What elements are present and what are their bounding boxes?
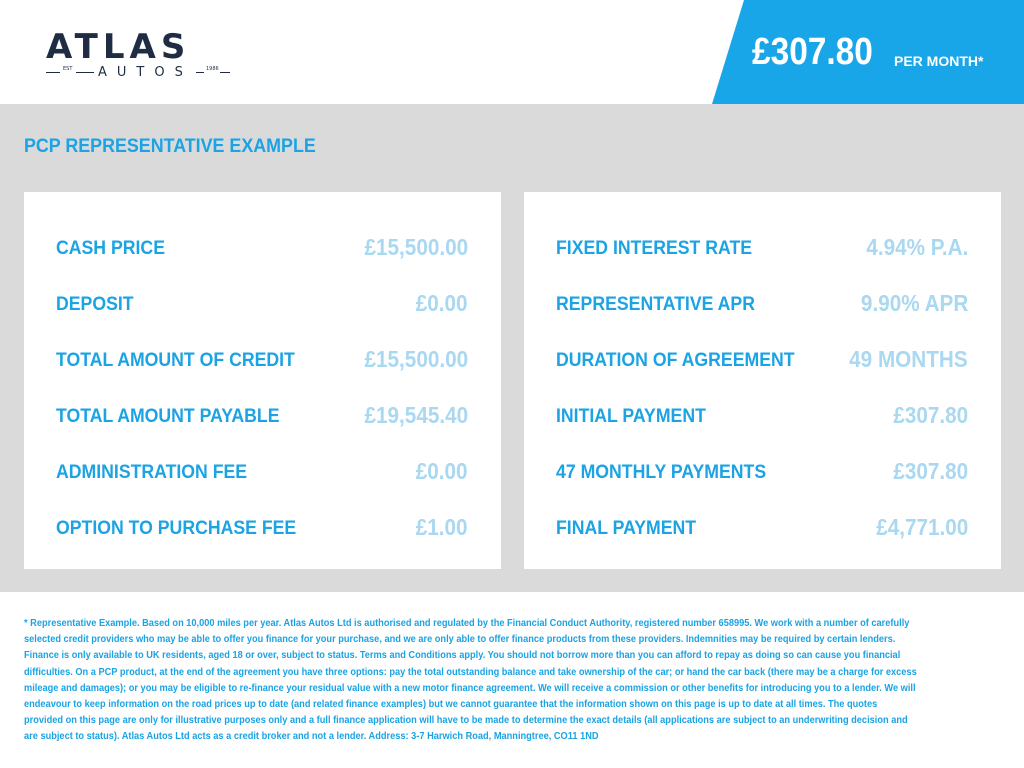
logo-rule-right — [220, 72, 230, 73]
finance-row-monthly-payments — [524, 452, 1001, 492]
finance-row-total-payable — [24, 396, 501, 436]
finance-row-label: DURATION OF AGREEMENT — [556, 350, 795, 371]
logo-est-label: EST — [63, 66, 73, 72]
finance-row-duration — [524, 340, 1001, 380]
finance-row-total-credit — [24, 340, 501, 380]
finance-row-option-fee — [24, 508, 501, 548]
finance-row-admin-fee — [24, 452, 501, 492]
finance-row-value: £0.00 — [416, 290, 468, 316]
finance-row-label: FIXED INTEREST RATE — [556, 238, 753, 259]
logo-rule-left — [46, 72, 60, 73]
finance-details-card-left — [24, 192, 501, 569]
logo-subtitle — [46, 66, 230, 80]
finance-row-value: £19,545.40 — [364, 402, 468, 428]
finance-row-label: 47 MONTHLY PAYMENTS — [556, 462, 767, 483]
finance-row-label: ADMINISTRATION FEE — [56, 462, 248, 483]
finance-row-label: TOTAL AMOUNT OF CREDIT — [56, 350, 295, 371]
finance-row-value: £1.00 — [416, 514, 468, 540]
finance-row-initial-payment — [524, 396, 1001, 436]
finance-row-value: 4.94% P.A. — [865, 234, 968, 260]
finance-row-final-payment — [524, 508, 1001, 548]
finance-row-label: OPTION TO PURCHASE FEE — [56, 518, 297, 539]
finance-row-label: REPRESENTATIVE APR — [556, 294, 755, 315]
finance-row-value: 49 MONTHS — [849, 346, 968, 372]
finance-row-label: DEPOSIT — [56, 294, 134, 315]
logo-rule-mid-right — [196, 72, 204, 73]
finance-row-apr — [524, 284, 1001, 324]
finance-row-value: £15,500.00 — [364, 234, 468, 260]
logo-autos-text: AUTOS — [98, 65, 193, 80]
logo-rule-mid-left — [76, 72, 94, 73]
finance-row-interest-rate — [524, 228, 1001, 268]
logo-wordmark: ATLAS — [46, 27, 191, 67]
finance-details-card-right — [524, 192, 1001, 569]
finance-row-label: INITIAL PAYMENT — [556, 406, 706, 427]
finance-row-value: £0.00 — [416, 458, 468, 484]
finance-row-label: TOTAL AMOUNT PAYABLE — [56, 406, 280, 427]
finance-row-label: CASH PRICE — [56, 238, 165, 259]
finance-row-value: 9.90% APR — [860, 290, 968, 316]
finance-disclaimer: * Representative Example. Based on 10,000 miles per year. Atlas Autos Ltd is authorised and regulated by the Financial Conduct Authority, registered number 658995. We work with a number of carefully selected credit providers who may be able to offer you finance for your purchase, and we are only able to offer finance products from these providers. Indemnities may be required by certain lenders. Finance is only available to UK residents, aged 18 or over, subject to status. Terms and Conditions apply. You should not borrow more than you can afford to repay as doing so can cause you financial difficulties. On a PCP product, at the end of the agreement you have three options: pay the total outstanding balance and take ownership of the car; or hand the car back (there may be a charge for excess mileage and damages); or you may be eligible to re-finance your residual value with a new motor finance agreement. We will receive a commission or other benefits for introducing you to a lender. We will endeavour to keep information on the road prices up to date (and related finance examples) but we cannot guarantee that the information shown on this page is up to date at all times. The quotes provided on this page are only for illustrative purposes only and a full finance application will have to be made to determine the exact details (all applications are subject to an underwriting decision and are subject to status). Atlas Autos Ltd acts as a credit broker and not a lender. Address: 3-7 Harwich Road, Manningtree, CO11 1ND — [24, 617, 917, 743]
finance-row-value: £4,771.00 — [875, 514, 968, 540]
section-title: PCP REPRESENTATIVE EXAMPLE — [24, 136, 316, 157]
monthly-price-amount: £307.80 — [752, 31, 873, 73]
finance-row-value: £307.80 — [893, 458, 968, 484]
logo-est-year: 1986 — [206, 66, 219, 72]
finance-row-cash-price — [24, 228, 501, 268]
finance-row-value: £15,500.00 — [364, 346, 468, 372]
finance-row-label: FINAL PAYMENT — [556, 518, 697, 539]
finance-row-deposit — [24, 284, 501, 324]
finance-row-value: £307.80 — [893, 402, 968, 428]
per-month-label: PER MONTH* — [894, 53, 984, 69]
atlas-autos-logo — [46, 27, 230, 80]
